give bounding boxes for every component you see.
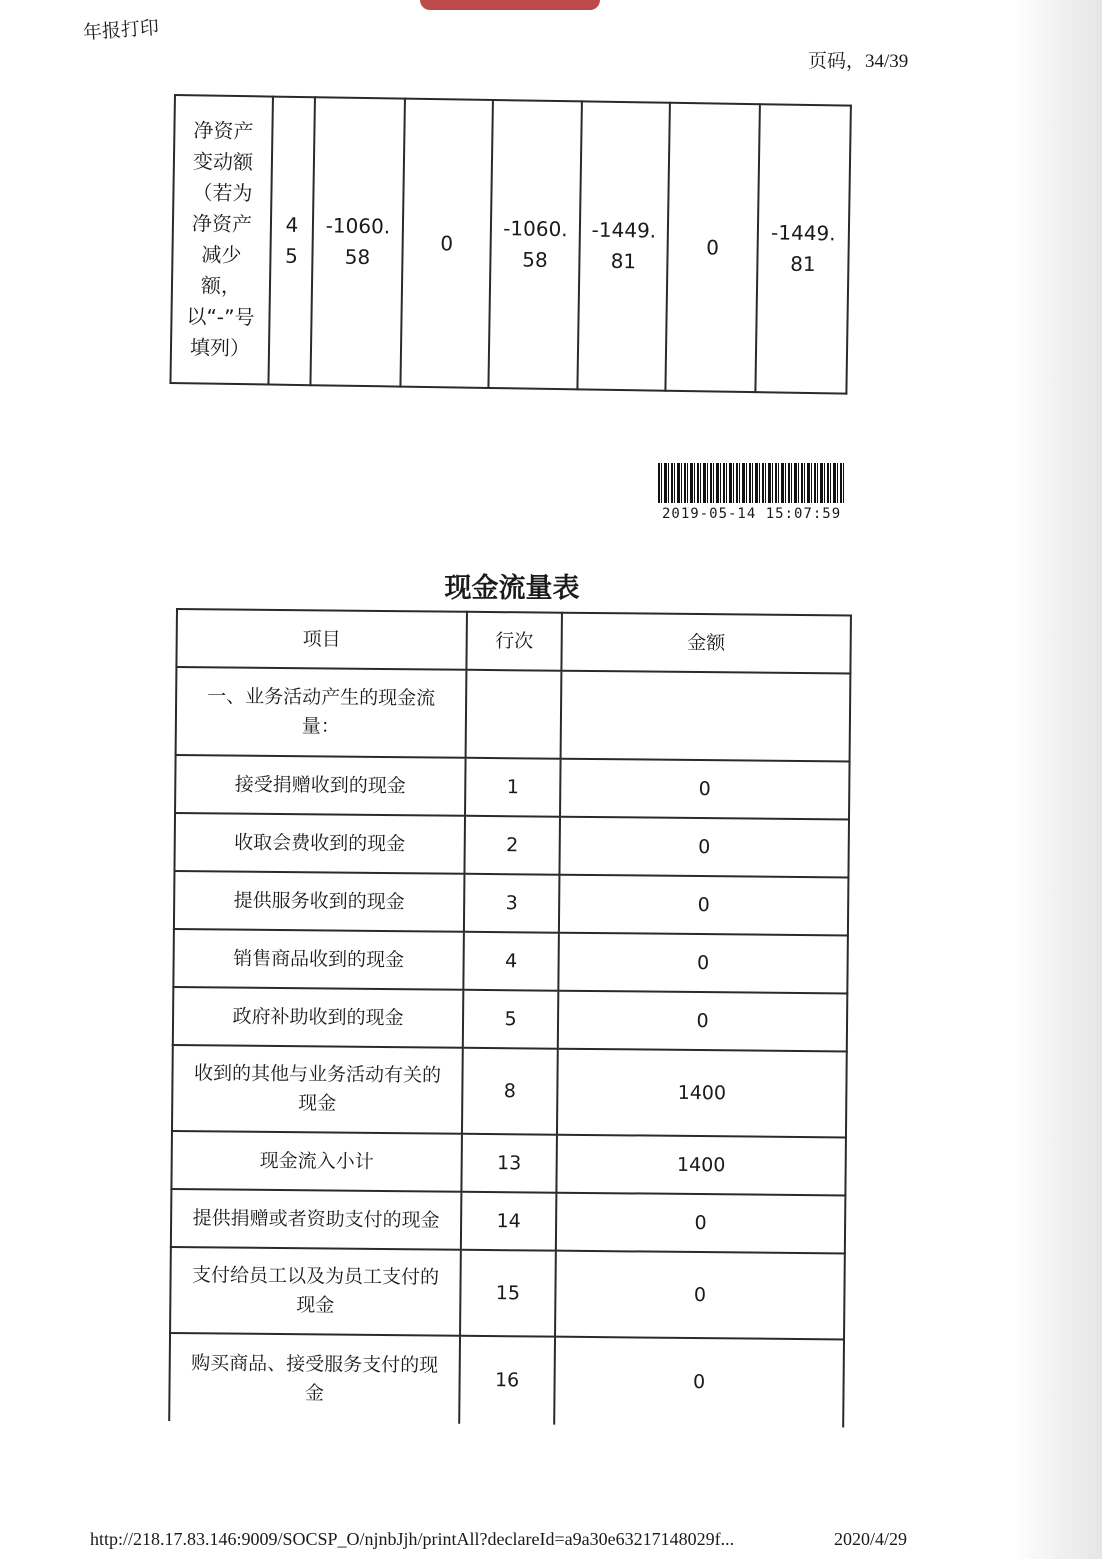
label-line: 净资产 bbox=[191, 211, 253, 237]
footer-url: http://218.17.83.146:9009/SOCSP_O/njnbJjh/printAll?declareId=a9a30e63217148029f... bbox=[90, 1529, 735, 1549]
label-line: 净资产 bbox=[193, 118, 254, 144]
label-line: 额， bbox=[200, 273, 242, 299]
line-cell: 13 bbox=[461, 1134, 557, 1193]
line-cell: 16 bbox=[459, 1336, 555, 1425]
item-cell: 收取会费收到的现金 bbox=[174, 813, 465, 874]
line-cell: 5 bbox=[463, 990, 559, 1049]
net-asset-change-table bbox=[169, 94, 851, 395]
value-line: 58 bbox=[522, 247, 548, 272]
amount-cell: 0 bbox=[559, 817, 849, 878]
value-line: -1449. bbox=[591, 217, 657, 243]
amount-cell: 0 bbox=[559, 875, 849, 936]
item-cell: 提供捐赠或者资助支付的现金 bbox=[171, 1189, 462, 1250]
table-row bbox=[170, 1247, 845, 1339]
amount-cell: 0 bbox=[558, 991, 848, 1052]
line-cell: 1 bbox=[465, 758, 561, 817]
row-number-line: 5 bbox=[284, 243, 299, 268]
barcode-icon bbox=[658, 463, 846, 503]
amount-cell: 1400 bbox=[556, 1135, 846, 1196]
value-line: -1060. bbox=[502, 216, 568, 242]
line-cell: 2 bbox=[464, 816, 560, 875]
label-line: 填列） bbox=[189, 335, 251, 361]
amount-cell: 0 bbox=[558, 933, 848, 994]
header-line-no: 行次 bbox=[466, 612, 562, 671]
table-row bbox=[175, 755, 850, 819]
cash-flow-title: 现金流量表 bbox=[444, 573, 580, 604]
value-cell bbox=[755, 104, 851, 393]
line-cell: 14 bbox=[461, 1192, 557, 1251]
row-number-cell bbox=[268, 97, 315, 386]
table-row bbox=[171, 1131, 846, 1195]
red-seal-edge bbox=[420, 0, 600, 10]
line-cell: 8 bbox=[462, 1048, 558, 1135]
amount-cell: 0 bbox=[556, 1193, 846, 1254]
label-line: （若为 bbox=[192, 180, 253, 206]
amount-cell bbox=[561, 671, 851, 762]
row-number-line: 4 bbox=[285, 212, 299, 237]
amount-cell: 0 bbox=[554, 1337, 844, 1428]
value-line: 0 bbox=[440, 230, 454, 255]
table-row bbox=[174, 813, 849, 877]
net-asset-change-label bbox=[170, 95, 273, 385]
item-cell: 销售商品收到的现金 bbox=[173, 929, 464, 990]
amount-cell: 0 bbox=[560, 759, 850, 820]
item-cell: 政府补助收到的现金 bbox=[173, 987, 464, 1048]
value-line: 0 bbox=[706, 234, 720, 260]
table-row bbox=[173, 987, 848, 1051]
net-asset-change-row bbox=[170, 95, 850, 394]
amount-cell: 1400 bbox=[557, 1049, 847, 1138]
label-line: 变动额 bbox=[192, 149, 254, 175]
item-cell: 接受捐赠收到的现金 bbox=[175, 755, 466, 816]
line-cell bbox=[466, 670, 562, 759]
footer-date: 2020/4/29 bbox=[834, 1529, 908, 1549]
table-header-row bbox=[176, 609, 851, 673]
cash-flow-table bbox=[168, 608, 852, 1427]
print-label: 年报打印 bbox=[82, 16, 160, 44]
value-cell bbox=[488, 100, 582, 389]
line-cell: 3 bbox=[464, 874, 560, 933]
value-line: 58 bbox=[344, 244, 371, 270]
header-item: 项目 bbox=[176, 609, 467, 670]
table-row bbox=[169, 1333, 844, 1427]
value-cell bbox=[400, 99, 493, 388]
item-cell: 提供服务收到的现金 bbox=[174, 871, 465, 932]
item-cell: 现金流入小计 bbox=[171, 1131, 462, 1192]
item-cell: 一、业务活动产生的现金流量： bbox=[176, 667, 467, 758]
header-amount: 金额 bbox=[561, 613, 851, 674]
label-line: 以“-”号 bbox=[186, 304, 255, 330]
value-cell bbox=[665, 103, 760, 392]
line-cell: 4 bbox=[463, 932, 559, 991]
item-cell: 购买商品、接受服务支付的现金 bbox=[169, 1333, 460, 1424]
amount-cell: 0 bbox=[555, 1251, 845, 1340]
page-number: 页码，34/39 bbox=[808, 51, 909, 72]
item-cell: 支付给员工以及为员工支付的现金 bbox=[170, 1247, 461, 1336]
item-cell: 收到的其他与业务活动有关的现金 bbox=[172, 1045, 463, 1134]
value-cell bbox=[310, 97, 405, 386]
table-row bbox=[171, 1189, 846, 1253]
barcode-timestamp: 2019-05-14 15:07:59 bbox=[662, 506, 842, 522]
table-row bbox=[173, 929, 848, 993]
line-cell: 15 bbox=[460, 1250, 556, 1337]
value-line: 81 bbox=[610, 248, 637, 274]
table-row bbox=[172, 1045, 847, 1137]
value-line: 81 bbox=[789, 251, 816, 277]
value-cell bbox=[577, 101, 670, 390]
value-line: -1060. bbox=[325, 213, 391, 239]
table-row bbox=[176, 667, 851, 761]
table-row bbox=[174, 871, 849, 935]
value-line: -1449. bbox=[770, 220, 836, 246]
label-line: 减少 bbox=[201, 242, 242, 268]
